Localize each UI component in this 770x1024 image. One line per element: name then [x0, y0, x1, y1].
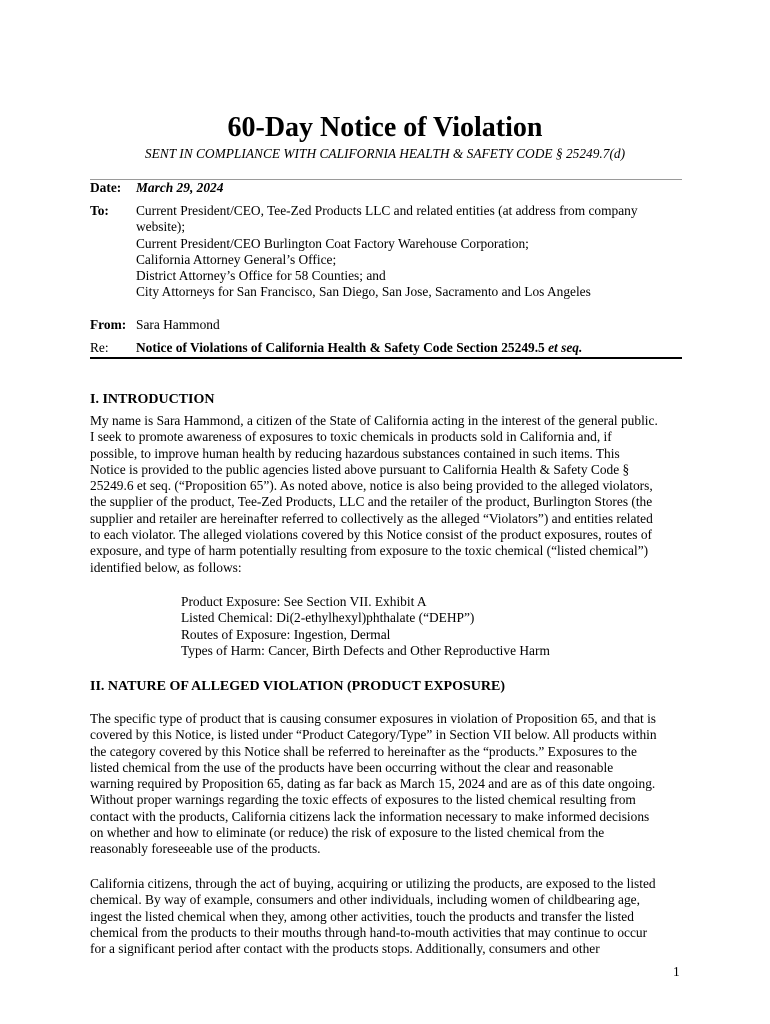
recipient-line: City Attorneys for San Francisco, San Diego, San Jose, Sacramento and Los Angeles: [136, 284, 591, 300]
section-nature-heading: II. NATURE OF ALLEGED VIOLATION (PRODUCT EXPOSURE): [90, 679, 506, 694]
recipient-line: California Attorney General’s Office;: [136, 251, 337, 267]
paragraph-line: covered by this Notice, is listed under “Product Category/Type” in Section VII below. All products within: [90, 727, 657, 743]
paragraph-line: Without proper warnings regarding the toxic effects of exposures to the listed chemical resulting from: [90, 792, 636, 808]
paragraph-line: exposure, and type of harm potentially resulting from exposure to the toxic chemical (“listed chemical”): [90, 543, 649, 559]
exposure-details: [181, 594, 550, 659]
paragraph-line: supplier and retailer are hereinafter referred to collectively as the alleged “Violators”) and entities related: [90, 510, 653, 526]
paragraph-line: chemical from the products to their mouths through hand-to-mouth activities that may continue to occur: [90, 924, 648, 940]
paragraph-line: possible, to improve human health by reducing hazardous substances contained in such items. This: [90, 445, 620, 461]
re-value: [136, 340, 696, 356]
product-exposure: Product Exposure: See Section VII. Exhibit A: [181, 594, 427, 609]
from-value: Sara Hammond: [136, 317, 220, 332]
recipient-line: District Attorney’s Office for 58 Counties; and: [136, 268, 386, 284]
paragraph-line: contact with the products, California citizens lack the information necessary to make informed decisions: [90, 808, 650, 824]
paragraph-line: chemical. By way of example, consumers and other individuals, including women of childbearing age,: [90, 892, 640, 908]
to-label: To:: [90, 203, 109, 218]
from-label: From:: [90, 317, 127, 332]
paragraph-line: the category covered by this Notice shall be referred to hereinafter as the “products.” Exposures to the: [90, 743, 637, 759]
paragraph-line: on whether and how to eliminate (or reduce) the risk of exposure to the listed chemical from the: [90, 825, 605, 841]
re-suffix: et seq.: [548, 340, 583, 355]
paragraph-line: warning required by Proposition 65, dating as far back as March 15, 2024 and are as of this date ongoing.: [90, 776, 656, 792]
section-introduction-heading: I. INTRODUCTION: [90, 392, 215, 407]
paragraph-line: I seek to promote awareness of exposures to toxic chemicals in products sold in California and, if: [90, 429, 612, 445]
re-text: Notice of Violations of California Health & Safety Code Section 25249.5: [136, 340, 545, 355]
paragraph-line: The specific type of product that is causing consumer exposures in violation of Proposition 65, and that is: [90, 711, 657, 726]
recipient-line: Current President/CEO Burlington Coat Factory Warehouse Corporation;: [136, 235, 529, 251]
paragraph-line: 25249.6 et seq. (“Proposition 65”). As noted above, notice is also being provided to the alleged violators,: [90, 478, 653, 494]
recipient-line: website);: [136, 219, 186, 235]
paragraph-line: My name is Sara Hammond, a citizen of the State of California acting in the interest of the general public.: [90, 413, 658, 428]
paragraph-line: reasonably foreseeable use of the products.: [90, 841, 321, 857]
re-label: Re:: [90, 340, 109, 355]
paragraph-line: ingest the listed chemical when they, among other activities, touch the products and transfer the listed: [90, 908, 634, 924]
nature-paragraph-1: [90, 711, 682, 858]
routes-of-exposure: Routes of Exposure: Ingestion, Dermal: [181, 626, 391, 642]
paragraph-line: California citizens, through the act of buying, acquiring or utilizing the products, are exposed to the listed: [90, 876, 656, 891]
paragraph-line: the supplier of the product, Tee-Zed Products, LLC and the retailer of the product, Burlington Stores (the: [90, 494, 653, 510]
paragraph-line: to each violator. The alleged violations covered by this Notice consist of the product exposures, routes of: [90, 527, 653, 543]
paragraph-line: Notice is provided to the public agencies listed above pursuant to California Health & Safety Code §: [90, 461, 630, 477]
date-value: March 29, 2024: [136, 180, 224, 195]
paragraph-line: identified below, as follows:: [90, 559, 242, 575]
header-bottom-rule: [90, 357, 682, 359]
recipient-line: Current President/CEO, Tee-Zed Products LLC and related entities (at address from company: [136, 203, 638, 218]
document-title: 60-Day Notice of Violation: [227, 112, 543, 143]
nature-paragraph-2: [90, 876, 682, 957]
to-recipients: [136, 203, 696, 301]
types-of-harm: Types of Harm: Cancer, Birth Defects and Other Reproductive Harm: [181, 642, 550, 658]
page-number: 1: [673, 964, 680, 979]
document-subtitle: SENT IN COMPLIANCE WITH CALIFORNIA HEALTH & SAFETY CODE § 25249.7(d): [144, 146, 626, 161]
introduction-paragraph: [90, 413, 682, 576]
paragraph-line: listed chemical from the use of the products have been occurring without the clear and reasonable: [90, 759, 614, 775]
date-label: Date:: [90, 180, 122, 195]
listed-chemical: Listed Chemical: Di(2-ethylhexyl)phthalate (“DEHP”): [181, 610, 475, 626]
paragraph-line: for a significant period after contact with the products stops. Additionally, consumers and other: [90, 941, 600, 957]
